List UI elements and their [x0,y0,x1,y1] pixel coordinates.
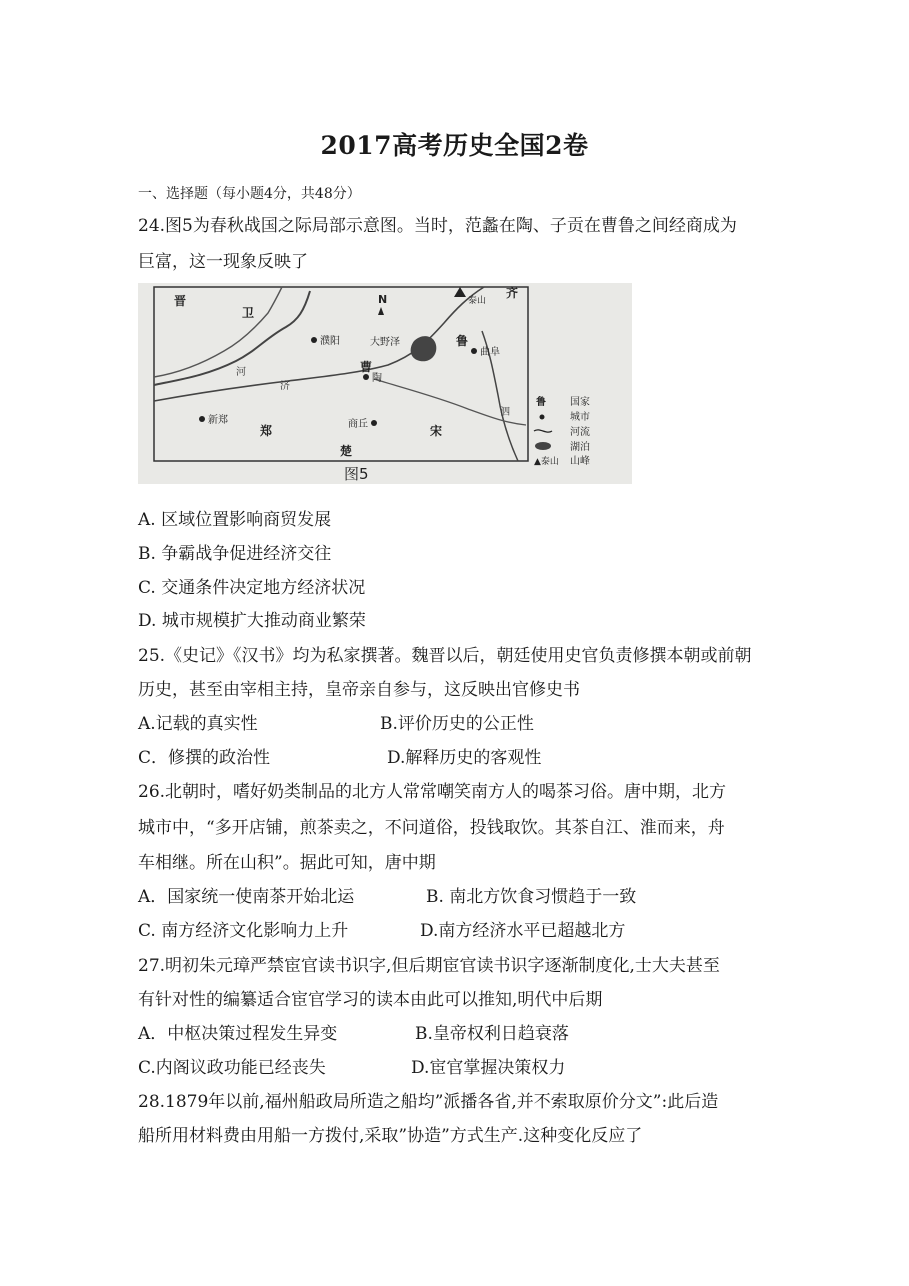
state-song: 宋 [430,424,443,438]
svg-text:城市: 城市 [570,412,590,423]
q27-option-c: C.内阁议政功能已经丧失 [138,1058,326,1078]
city-puyang: 濮阳 [320,336,340,347]
q28-stem-line2: 船所用材料费由用船一方拨付,采取”协造”方式生产.这种变化反应了 [138,1126,643,1146]
q26-option-c: C. 南方经济文化影响力上升 [138,921,349,941]
river-he-label: 河 [236,367,246,378]
state-qi: 齐 [506,286,519,300]
q24-map-figure [138,283,632,484]
state-chu: 楚 [340,444,353,458]
q26-stem-line1: 26.北朝时，嗜好奶类制品的北方人常常嘲笑南方人的喝茶习俗。唐中期，北方 [138,782,727,802]
q25-option-a: A.记载的真实性 [138,714,258,734]
section-heading: 一、选择题（每小题4分，共48分） [138,186,361,202]
q24-stem-line2: 巨富，这一现象反映了 [138,252,308,272]
map-svg [138,283,632,484]
svg-text:河流: 河流 [570,427,590,438]
q27-option-d: D.宦官掌握决策权力 [411,1058,566,1078]
state-lu: 鲁 [456,334,469,348]
q25-option-b: B.评价历史的公正性 [380,714,534,734]
q27-option-a: A．中枢决策过程发生异变 [138,1024,338,1044]
page-title: 2017高考历史全国2卷 [320,131,589,160]
city-shangqiu: 商丘 [348,419,368,430]
map-caption: 图5 [344,465,369,483]
state-cao: 曹 [360,360,373,374]
city-tao: 陶 [372,373,382,384]
q27-stem-line2: 有针对性的编纂适合宦官学习的读本由此可以推知,明代中后期 [138,990,603,1010]
river-ji-label: 济 [280,381,290,392]
q25-option-d: D.解释历史的客观性 [387,748,542,768]
mountain-taishan: 泰山 [468,296,487,306]
city-shangqiu-dot [371,420,377,426]
city-xinzheng-dot [199,416,205,422]
state-wei: 卫 [242,306,255,320]
q24-option-d: D. 城市规模扩大推动商业繁荣 [138,611,366,631]
river-si-label: 泗 [500,407,510,418]
city-qufu: 曲阜 [480,347,500,358]
q24-stem-line1: 24.图5为春秋战国之际局部示意图。当时，范蠡在陶、子贡在曹鲁之间经商成为 [138,216,737,236]
svg-text:湖泊: 湖泊 [570,442,590,453]
q26-option-b: B. 南北方饮食习惯趋于一致 [426,887,637,907]
svg-text:▲泰山: ▲泰山 [534,457,559,467]
city-qufu-dot [471,348,477,354]
svg-text:鲁: 鲁 [536,397,546,408]
q26-stem-line2: 城市中，“多开店铺，煎茶卖之，不问道俗，投钱取饮。其茶自江、淮而来，舟 [138,818,725,838]
q24-option-b: B. 争霸战争促进经济交往 [138,544,332,564]
svg-text:国家: 国家 [570,397,590,408]
q24-option-a: A. 区域位置影响商贸发展 [138,510,332,530]
north-arrow: N [378,293,388,306]
q24-option-c: C. 交通条件决定地方经济状况 [138,578,366,598]
q26-stem-line3: 车相继。所在山积”。据此可知，唐中期 [138,853,436,873]
q27-stem-line1: 27.明初朱元璋严禁宦官读书识字,但后期宦官读书识字逐渐制度化,士大夫甚至 [138,956,720,976]
q26-option-a: A．国家统一使南茶开始北运 [138,887,355,907]
q25-stem-line2: 历史，甚至由宰相主持，皇帝亲自参与，这反映出官修史书 [138,680,580,700]
state-zheng: 郑 [260,424,273,438]
city-tao-dot [363,374,369,380]
q28-stem-line1: 28.1879年以前,福州船政局所造之船均”派播各省,并不索取原价分文”:此后造 [138,1092,719,1112]
q25-option-c: C．修撰的政治性 [138,748,271,768]
lake-dayeze-label: 大野泽 [370,337,400,348]
state-jin: 晋 [174,294,187,308]
city-xinzheng: 新郑 [208,415,228,426]
city-puyang-dot [311,337,317,343]
q25-stem-line1: 25.《史记》《汉书》均为私家撰著。魏晋以后，朝廷使用史官负责修撰本朝或前朝 [138,646,752,666]
q27-option-b: B.皇帝权利日趋衰落 [415,1024,569,1044]
svg-text:山峰: 山峰 [570,456,590,467]
q26-option-d: D.南方经济水平已超越北方 [420,921,626,941]
